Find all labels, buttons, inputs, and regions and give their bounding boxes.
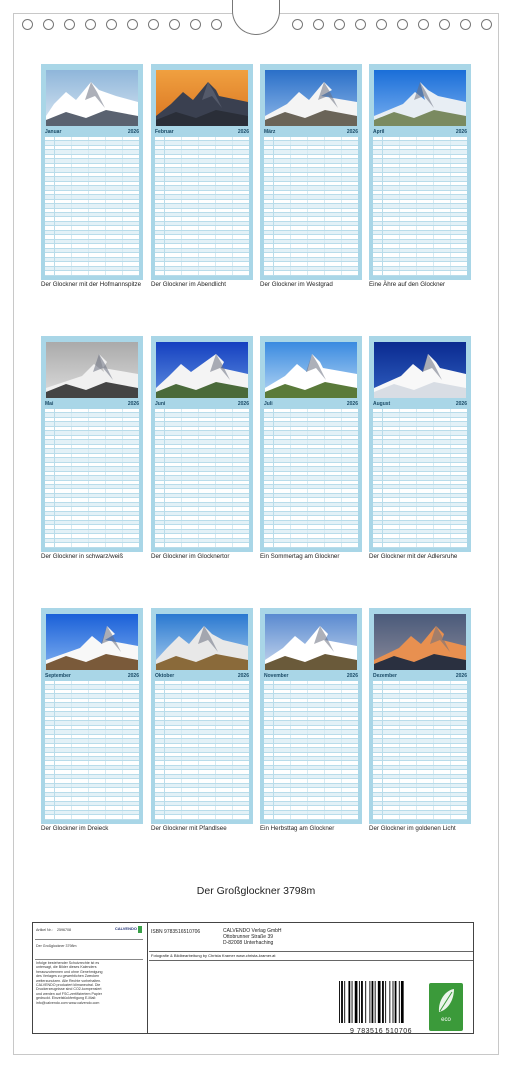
info-panel: [32, 922, 474, 1034]
binding-hole: [355, 19, 366, 30]
leaf-icon: [436, 988, 456, 1014]
month-panel: [369, 608, 471, 824]
logo-mark-icon: [138, 926, 142, 933]
month-day-grid: [264, 409, 358, 548]
month-name: Februar: [155, 129, 174, 135]
binding-hole: [85, 19, 96, 30]
month-header: [45, 400, 139, 408]
month-panel: [260, 64, 362, 280]
binding-hole: [148, 19, 159, 30]
month-year: 2026: [237, 673, 249, 679]
month-name: November: [264, 673, 289, 679]
binding-hole: [127, 19, 138, 30]
barcode-bar: [369, 981, 370, 1023]
month-photo: [156, 614, 248, 670]
day-row: [155, 271, 249, 275]
binding-hole: [334, 19, 345, 30]
barcode-bar: [344, 981, 345, 1023]
legal-text: Infolge bestehender Schutzrechte ist es untersagt, die Bilder dieses Kalenders herauszutrennen und ohne Genehmigung des Verlages zu gewerblichen Zwecken weiterzunutzen. Alle Rechte vorbehalten. CALVENDO produziert klimaneutral. Die Druckerzeugnisse sind CO2-kompensiert und werden auf FSC-zertifiziertem Papier gedruckt. Einzelstückfertigung E-Mail: info@calvendo.com www.calvendo.com: [36, 961, 103, 1005]
calvendo-logo: CALVENDO: [114, 926, 137, 931]
month-name: September: [45, 673, 71, 679]
month-name: April: [373, 129, 385, 135]
month-caption: Ein Herbsttag am Glockner: [260, 825, 335, 832]
binding-hole: [22, 19, 33, 30]
barcode-bar: [348, 981, 350, 1023]
month-year: 2026: [455, 129, 467, 135]
month-year: 2026: [127, 673, 139, 679]
day-row: [264, 815, 358, 819]
month-year: 2026: [346, 673, 358, 679]
month-panel: [369, 336, 471, 552]
barcode-bar: [382, 981, 384, 1023]
barcode-bar: [361, 981, 363, 1023]
article-label: Artikel Nr.:: [36, 928, 53, 932]
month-year: 2026: [455, 673, 467, 679]
month-header: [373, 400, 467, 408]
barcode-bar: [355, 981, 358, 1023]
month-photo: [374, 614, 466, 670]
binding-hole: [439, 19, 450, 30]
month-day-grid: [264, 137, 358, 276]
publisher-street: Ottobrunner Straße 39: [223, 934, 274, 941]
barcode-bar: [389, 981, 390, 1023]
barcode-bar: [385, 981, 386, 1023]
month-panel: [260, 608, 362, 824]
month-photo: [46, 342, 138, 398]
month-caption: Der Glockner im Westgrad: [260, 281, 333, 288]
month-caption: Der Glockner im goldenen Licht: [369, 825, 456, 832]
month-year: 2026: [237, 401, 249, 407]
month-name: Juli: [264, 401, 273, 407]
binding-hole: [397, 19, 408, 30]
article-number: 2596708: [57, 928, 71, 932]
day-row: [373, 815, 467, 819]
month-day-grid: [373, 137, 467, 276]
day-row: [264, 271, 358, 275]
month-header: [264, 128, 358, 136]
month-photo: [156, 342, 248, 398]
day-row: [155, 815, 249, 819]
month-panel: [151, 64, 253, 280]
month-photo: [374, 342, 466, 398]
month-name: Juni: [155, 401, 166, 407]
binding-hole: [190, 19, 201, 30]
month-header: [155, 400, 249, 408]
month-name: Oktober: [155, 673, 175, 679]
day-row: [264, 543, 358, 547]
calendar-title: Der Großglockner 3798m: [196, 885, 316, 897]
barcode: [335, 981, 427, 1035]
month-day-grid: [155, 137, 249, 276]
barcode-bar: [372, 981, 374, 1023]
binding-hole: [106, 19, 117, 30]
month-name: Dezember: [373, 673, 397, 679]
month-day-grid: [155, 409, 249, 548]
month-photo: [374, 70, 466, 126]
month-name: Mai: [45, 401, 54, 407]
month-panel: [41, 336, 143, 552]
month-caption: Der Glockner mit Pfandlsee: [151, 825, 227, 832]
month-photo: [265, 614, 357, 670]
month-year: 2026: [455, 401, 467, 407]
month-photo: [46, 614, 138, 670]
month-header: [373, 128, 467, 136]
binding-hole: [292, 19, 303, 30]
month-name: Januar: [45, 129, 62, 135]
binding-hole: [169, 19, 180, 30]
month-header: [373, 672, 467, 680]
month-header: [155, 672, 249, 680]
month-photo: [265, 342, 357, 398]
month-header: [264, 672, 358, 680]
month-caption: Der Glockner im Glocknertor: [151, 553, 230, 560]
month-photo: [265, 70, 357, 126]
month-panel: [41, 608, 143, 824]
month-year: 2026: [346, 401, 358, 407]
day-row: [45, 815, 139, 819]
month-panel: [260, 336, 362, 552]
barcode-bar: [365, 981, 366, 1023]
barcode-number: 9 783516 510706: [350, 1028, 412, 1035]
barcode-bar: [378, 981, 381, 1023]
month-panel: [151, 336, 253, 552]
publisher-city: D-82008 Unterhaching: [223, 940, 274, 947]
barcode-bar: [352, 981, 353, 1023]
month-header: [45, 128, 139, 136]
month-caption: Der Glockner im Dreieck: [41, 825, 109, 832]
month-header: [264, 400, 358, 408]
month-caption: Der Glockner mit der Adlersruhe: [369, 553, 458, 560]
month-year: 2026: [346, 129, 358, 135]
eco-label: eco: [441, 1017, 451, 1023]
barcode-bar: [399, 981, 400, 1023]
eco-badge: [429, 983, 463, 1031]
barcode-bar: [393, 981, 394, 1023]
month-caption: Der Glockner in schwarz/weiß: [41, 553, 124, 560]
month-panel: [369, 64, 471, 280]
barcode-bar: [375, 981, 376, 1023]
month-caption: Der Glockner mit der Hofmannspitze: [41, 281, 142, 288]
info-left-column: [33, 923, 148, 1033]
month-day-grid: [264, 681, 358, 820]
binding-hole: [64, 19, 75, 30]
barcode-bars: [335, 981, 427, 1023]
binding-hole: [43, 19, 54, 30]
month-photo: [156, 70, 248, 126]
day-row: [155, 543, 249, 547]
binding-hole: [460, 19, 471, 30]
publisher-name: CALVENDO Verlag GmbH: [223, 928, 282, 934]
month-caption: Der Glockner im Abendlicht: [151, 281, 226, 288]
month-caption: Ein Sommertag am Glockner: [260, 553, 340, 560]
binding-hole: [481, 19, 492, 30]
publisher-block: [223, 928, 282, 947]
barcode-bar: [395, 981, 397, 1023]
month-year: 2026: [127, 129, 139, 135]
month-year: 2026: [237, 129, 249, 135]
day-row: [373, 271, 467, 275]
month-panel: [41, 64, 143, 280]
binding-hole: [376, 19, 387, 30]
month-caption: Eine Ähre auf den Glockner: [369, 281, 446, 288]
month-name: März: [264, 129, 276, 135]
day-row: [45, 543, 139, 547]
month-photo: [46, 70, 138, 126]
month-year: 2026: [127, 401, 139, 407]
month-day-grid: [373, 409, 467, 548]
barcode-bar: [359, 981, 360, 1023]
barcode-bar: [341, 981, 343, 1023]
binding-hole: [313, 19, 324, 30]
binding-hole: [211, 19, 222, 30]
month-day-grid: [45, 137, 139, 276]
month-panel: [151, 608, 253, 824]
day-row: [45, 271, 139, 275]
day-row: [373, 543, 467, 547]
month-header: [45, 672, 139, 680]
month-header: [155, 128, 249, 136]
month-day-grid: [45, 409, 139, 548]
barcode-bar: [401, 981, 404, 1023]
month-day-grid: [373, 681, 467, 820]
short-title: Der Großglockner 3798m: [36, 944, 77, 948]
month-day-grid: [45, 681, 139, 820]
binding-hole: [418, 19, 429, 30]
isbn: ISBN 9783516510706: [151, 929, 201, 935]
photo-credit: Fotografie & Bildbearbeitung by Christa Kramer www.christa-kramer.at: [151, 953, 276, 958]
month-name: August: [373, 401, 391, 407]
month-day-grid: [155, 681, 249, 820]
barcode-bar: [339, 981, 340, 1023]
